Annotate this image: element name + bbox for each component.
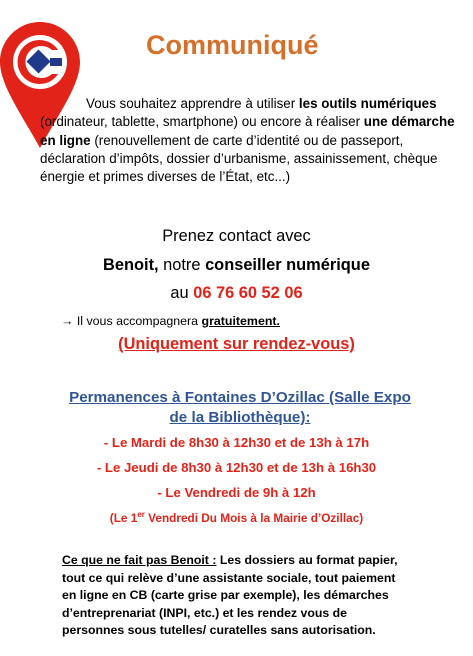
intro-text-1: Vous souhaitez apprendre à utiliser [86,96,299,111]
contact-line: Prenez contact avec [162,227,311,245]
permanences-heading: Permanences à Fontaines D’Ozillac (Salle Expo de la Bibliothèque): [69,389,411,426]
phone-prefix: au [170,284,194,302]
phone-line [0,284,473,303]
page-title: Communiqué [146,30,319,60]
schedule-tuesday: - Le Mardi de 8h30 à 12h30 et de 13h à 17h [103,435,370,450]
note-post: Vendredi Du Mois à la Mairie d’Ozillac) [144,510,364,525]
advisor-role: conseiller numérique [205,256,370,274]
exclusions-label: Ce que ne fait pas Benoit : [62,553,217,567]
accompany-line [61,314,280,328]
intro-text-3: (renouvellement de carte d’identité ou de passeport, déclaration d’impôts, dossier d’urbanisme, assainissement, chèque énergie et primes diverses de l’État, etc...) [40,132,438,185]
phone-number: 06 76 60 52 06 [193,284,303,302]
accompany-free: gratuitement. [201,314,280,328]
intro-paragraph [40,95,458,186]
appointment-only-notice: (Uniquement sur rendez-vous) [118,335,355,353]
accompany-prefix: → Il vous accompagnera [61,314,202,328]
note-sup: er [137,510,145,519]
intro-bold-tools: les outils numériques [298,96,437,111]
exclusions-text: Les dossiers au format papier, tout ce qui relève d’une assistante sociale, tout paiement en ligne en CB (carte grise par exemple), les démarches d’entreprenariat (INPI, etc.) et les rendez vous de personnes sous tutelles/ curatelles sans autorisation. [62,553,398,637]
intro-bold-online: une démarche en ligne [40,114,455,148]
schedule-friday: - Le Vendredi de 9h à 12h [157,485,316,500]
note-pre: (Le 1 [109,510,138,525]
schedule-thursday: - Le Jeudi de 8h30 à 12h30 et de 13h à 16h30 [96,460,377,475]
advisor-line [0,256,473,275]
exclusions-paragraph [62,552,412,640]
advisor-name: Benoit, [103,256,159,274]
advisor-mid: notre [158,256,206,274]
intro-text-2: (ordinateur, tablette, smartphone) ou encore à réaliser [40,114,364,130]
schedule-first-friday-note [0,510,473,525]
